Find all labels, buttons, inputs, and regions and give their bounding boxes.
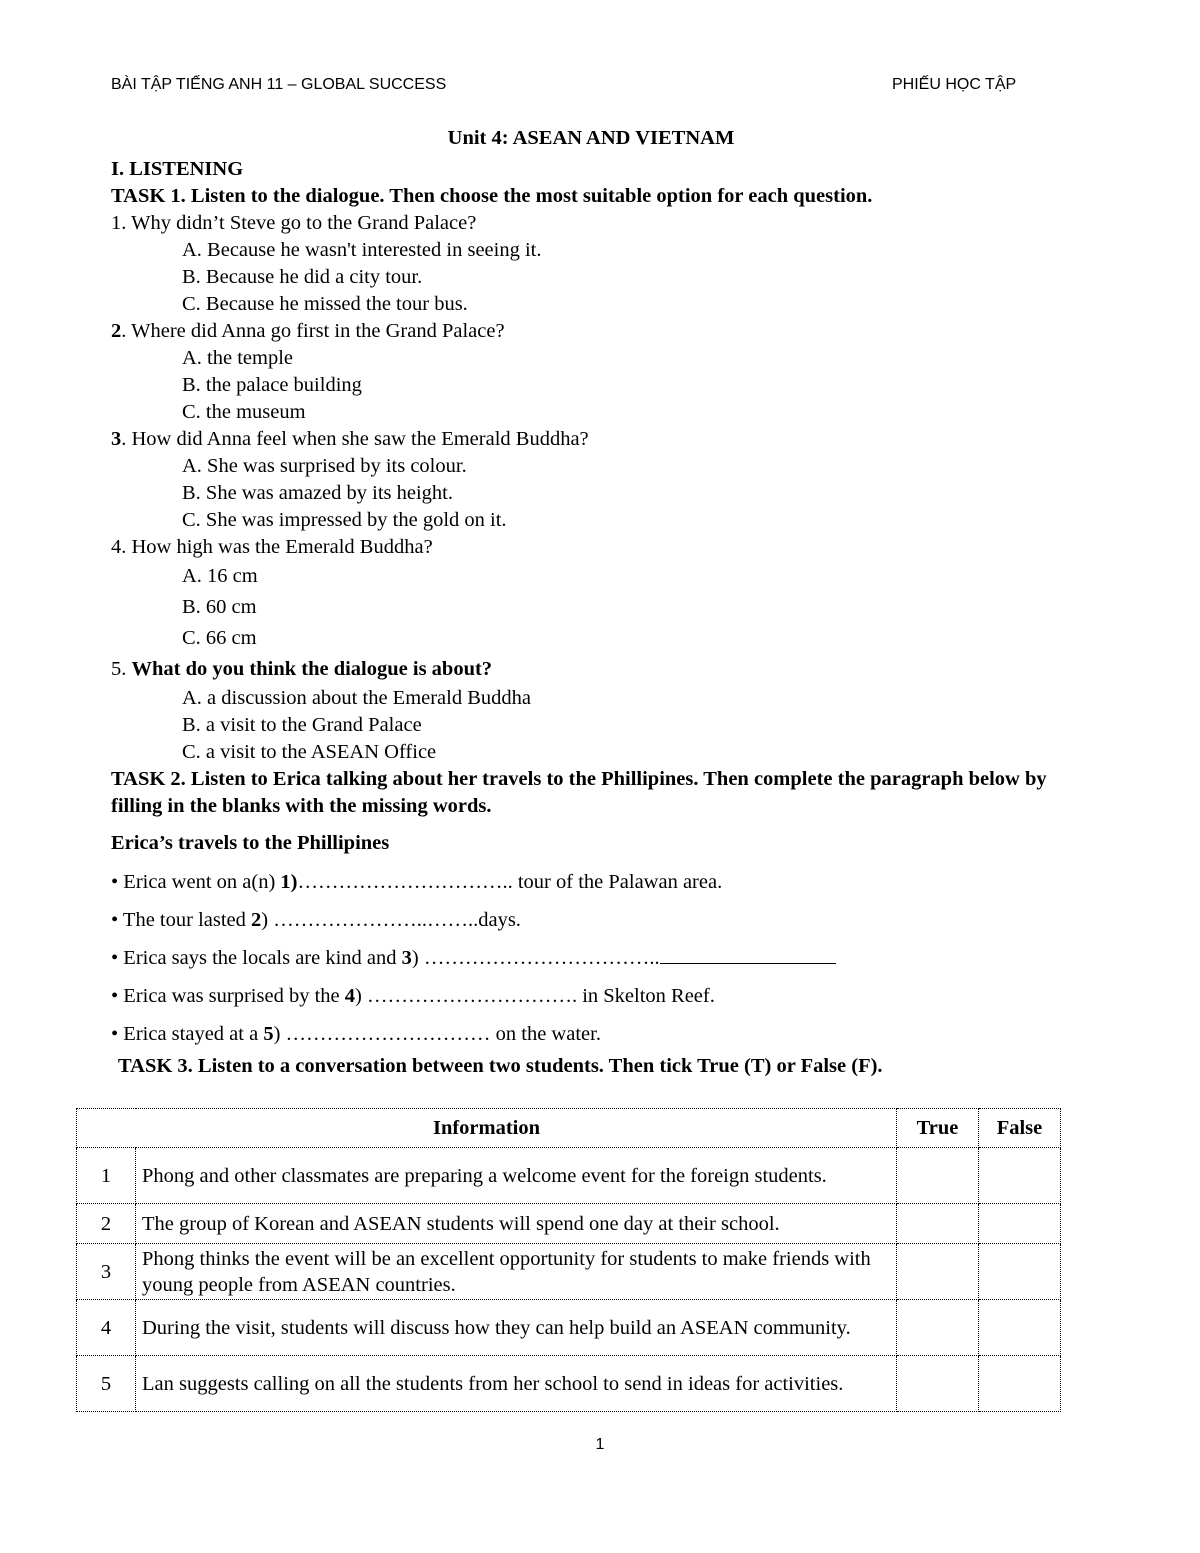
question-2	[111, 318, 1071, 345]
fill-text: ) ………………………… on the water.	[273, 1023, 601, 1045]
false-checkbox-cell[interactable]	[979, 1300, 1061, 1356]
section-heading: I. LISTENING	[111, 158, 244, 180]
page-number: 1	[595, 1436, 605, 1453]
option: B. 60 cm	[182, 596, 257, 618]
row-number: 2	[77, 1204, 136, 1244]
fill-text: ) …………………..……..days.	[261, 909, 521, 931]
question-4	[111, 534, 1071, 561]
row-number: 5	[77, 1356, 136, 1412]
unit-title: Unit 4: ASEAN AND VIETNAM	[447, 127, 735, 149]
option: C. She was impressed by the gold on it.	[182, 509, 507, 531]
question-text: Why didn’t Steve go to the Grand Palace?	[131, 212, 477, 234]
table-row	[77, 1300, 1061, 1356]
fill-text: • Erica stayed at a	[111, 1023, 264, 1045]
option: A. 16 cm	[182, 565, 258, 587]
table-row	[77, 1204, 1061, 1244]
question-text: What do you think the dialogue is about?	[131, 658, 493, 680]
option: C. the museum	[182, 401, 306, 423]
option: B. the palace building	[182, 374, 362, 396]
fill-text: ) …………………………. in Skelton Reef.	[355, 985, 715, 1007]
task2-subtitle: Erica’s travels to the Phillipines	[111, 832, 390, 854]
option: B. She was amazed by its height.	[182, 482, 454, 504]
true-checkbox-cell[interactable]	[897, 1300, 979, 1356]
fill-text: • Erica says the locals are kind and	[111, 947, 402, 969]
row-statement: During the visit, students will discuss how they can help build an ASEAN community.	[136, 1300, 897, 1356]
task1-title: TASK 1. Listen to the dialogue. Then choose the most suitable option for each question.	[111, 185, 873, 207]
blank-number: 4	[344, 985, 355, 1007]
row-number: 4	[77, 1300, 136, 1356]
option: A. She was surprised by its colour.	[182, 455, 467, 477]
question-text: . How did Anna feel when she saw the Emerald Buddha?	[121, 428, 589, 450]
blank-number: 1)	[280, 871, 298, 893]
row-statement: Phong thinks the event will be an excellent opportunity for students to make friends with young people from ASEAN countries.	[136, 1244, 897, 1300]
false-checkbox-cell[interactable]	[979, 1244, 1061, 1300]
row-number: 3	[77, 1244, 136, 1300]
question-number: 3	[111, 428, 122, 450]
question-1	[111, 210, 1071, 237]
question-5	[111, 654, 1071, 685]
question-text: How high was the Emerald Buddha?	[131, 536, 433, 558]
worksheet	[111, 125, 1071, 1080]
blank-number: 2	[251, 909, 262, 931]
table-row	[77, 1148, 1061, 1204]
fill-item-1	[111, 863, 1071, 901]
question-number: 5.	[111, 658, 127, 680]
row-statement: Phong and other classmates are preparing a welcome event for the foreign students.	[136, 1148, 897, 1204]
header-left: BÀI TẬP TIẾNG ANH 11 – GLOBAL SUCCESS	[111, 76, 447, 93]
blank-number: 5	[263, 1023, 274, 1045]
row-statement: Lan suggests calling on all the students from her school to send in ideas for activities.	[136, 1356, 897, 1412]
fill-item-3	[111, 939, 1071, 977]
true-checkbox-cell[interactable]	[897, 1356, 979, 1412]
true-checkbox-cell[interactable]	[897, 1244, 979, 1300]
row-number: 1	[77, 1148, 136, 1204]
question-text: . Where did Anna go first in the Grand Palace?	[121, 320, 505, 342]
table-row	[77, 1356, 1061, 1412]
answer-underline	[660, 943, 836, 964]
question-number: 4.	[111, 536, 127, 558]
option: C. Because he missed the tour bus.	[182, 293, 468, 315]
question-number: 2	[111, 320, 122, 342]
fill-item-5	[111, 1015, 1071, 1053]
fill-text: • Erica was surprised by the	[111, 985, 345, 1007]
table-header-row	[77, 1109, 1061, 1148]
table-row	[77, 1244, 1061, 1300]
option: A. Because he wasn't interested in seeing it.	[182, 239, 542, 261]
option: C. a visit to the ASEAN Office	[182, 741, 437, 763]
question-3	[111, 426, 1071, 453]
option: A. a discussion about the Emerald Buddha	[182, 687, 532, 709]
fill-item-2	[111, 901, 1071, 939]
task3-title: TASK 3. Listen to a conversation between two students. Then tick True (T) or False (F).	[118, 1055, 883, 1077]
option: C. 66 cm	[182, 627, 257, 649]
false-checkbox-cell[interactable]	[979, 1204, 1061, 1244]
option: B. a visit to the Grand Palace	[182, 714, 422, 736]
column-false: False	[979, 1109, 1061, 1148]
false-checkbox-cell[interactable]	[979, 1356, 1061, 1412]
fill-item-4	[111, 977, 1071, 1015]
blank-number: 3	[401, 947, 412, 969]
fill-text: ………………………….. tour of the Palawan area.	[297, 871, 723, 893]
fill-text: • Erica went on a(n)	[111, 871, 281, 893]
false-checkbox-cell[interactable]	[979, 1148, 1061, 1204]
fill-text: ) ……………………………..	[411, 947, 660, 969]
true-checkbox-cell[interactable]	[897, 1148, 979, 1204]
column-true: True	[897, 1109, 979, 1148]
true-checkbox-cell[interactable]	[897, 1204, 979, 1244]
option: A. the temple	[182, 347, 294, 369]
question-number: 1.	[111, 212, 127, 234]
column-information: Information	[77, 1109, 897, 1148]
true-false-table	[76, 1108, 1061, 1412]
task2-title: TASK 2. Listen to Erica talking about her travels to the Phillipines. Then complete the paragraph below by filling in the blanks with the missing words.	[111, 768, 1047, 817]
row-statement: The group of Korean and ASEAN students will spend one day at their school.	[136, 1204, 897, 1244]
option: B. Because he did a city tour.	[182, 266, 423, 288]
fill-text: • The tour lasted	[111, 909, 252, 931]
header-right: PHIẾU HỌC TẬP	[892, 76, 1017, 93]
